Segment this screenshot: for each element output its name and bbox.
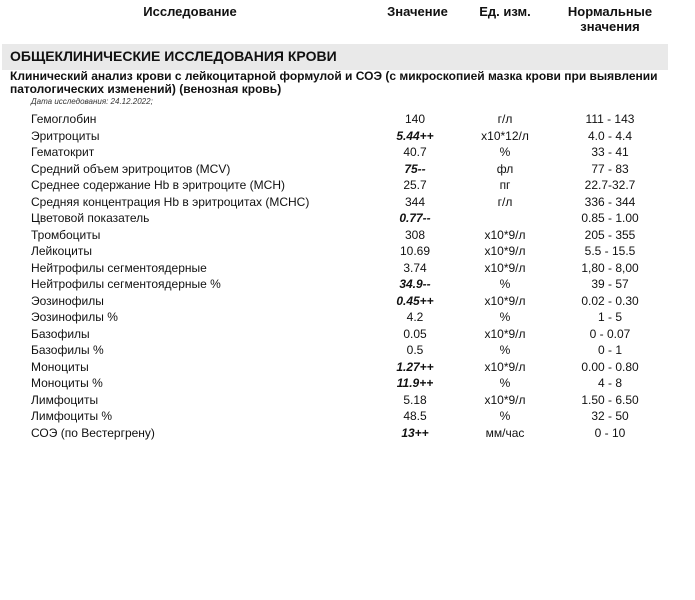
row-unit: x10*9/л bbox=[484, 260, 526, 275]
table-row bbox=[0, 177, 695, 194]
row-name: Лейкоциты bbox=[31, 244, 93, 258]
row-name: Эритроциты bbox=[31, 128, 100, 143]
row-norm: 205 - 355 bbox=[584, 227, 636, 242]
row-value: 0.45++ bbox=[396, 293, 434, 308]
row-unit: фл bbox=[496, 161, 514, 176]
row-norm: 39 - 57 bbox=[591, 277, 629, 291]
row-unit: г/л bbox=[497, 194, 513, 209]
table-row bbox=[0, 326, 695, 343]
row-norm: 336 - 344 bbox=[584, 194, 636, 209]
row-name: Цветовой показатель bbox=[31, 211, 150, 225]
table-row bbox=[0, 243, 695, 260]
table-row bbox=[0, 425, 695, 442]
row-name: Средний объем эритроцитов (MCV) bbox=[31, 161, 231, 176]
row-unit: % bbox=[499, 409, 511, 423]
section-title: ОБЩЕКЛИНИЧЕСКИЕ ИССЛЕДОВАНИЯ КРОВИ bbox=[10, 48, 337, 64]
table-row bbox=[0, 144, 695, 161]
row-norm: 22.7-32.7 bbox=[584, 178, 636, 192]
column-header-unit: Ед. изм. bbox=[479, 4, 531, 19]
row-name: Среднее содержание Hb в эритроците (MCH) bbox=[31, 178, 285, 192]
table-row bbox=[0, 375, 695, 392]
test-date: Дата исследования: 24.12.2022; bbox=[31, 97, 153, 106]
table-row bbox=[0, 128, 695, 145]
row-unit: % bbox=[499, 277, 511, 291]
row-value: 0.5 bbox=[406, 343, 424, 357]
table-row bbox=[0, 392, 695, 409]
row-name: Моноциты bbox=[31, 359, 89, 374]
row-value: 5.18 bbox=[403, 392, 427, 407]
row-value: 48.5 bbox=[403, 409, 427, 423]
row-value: 10.69 bbox=[399, 244, 431, 258]
row-norm: 1,80 - 8,00 bbox=[581, 260, 639, 275]
results-table bbox=[0, 111, 695, 441]
row-unit: % bbox=[499, 376, 511, 390]
row-norm: 0.00 - 0.80 bbox=[581, 359, 639, 374]
row-value: 11.9++ bbox=[396, 376, 434, 390]
row-unit: x10*9/л bbox=[484, 244, 526, 258]
table-row bbox=[0, 342, 695, 359]
row-unit: x10*9/л bbox=[484, 293, 526, 308]
row-name: Лимфоциты % bbox=[31, 409, 113, 423]
row-value: 4.2 bbox=[406, 310, 424, 324]
row-norm: 4.0 - 4.4 bbox=[587, 128, 633, 143]
row-value: 5.44++ bbox=[396, 128, 434, 143]
row-value: 1.27++ bbox=[396, 359, 434, 374]
table-row bbox=[0, 293, 695, 310]
row-unit: x10*9/л bbox=[484, 359, 526, 374]
row-norm: 32 - 50 bbox=[591, 409, 629, 423]
column-header-test: Исследование bbox=[143, 4, 237, 19]
row-name: Эозинофилы % bbox=[31, 310, 118, 324]
row-value: 344 bbox=[404, 194, 426, 209]
row-norm: 33 - 41 bbox=[591, 145, 629, 159]
row-norm: 4 - 8 bbox=[597, 376, 622, 390]
row-unit: % bbox=[499, 145, 511, 159]
row-name: Моноциты % bbox=[31, 376, 103, 390]
row-unit: x10*9/л bbox=[484, 326, 526, 341]
row-name: Тромбоциты bbox=[31, 227, 101, 242]
row-norm: 1.50 - 6.50 bbox=[581, 392, 639, 407]
row-norm: 0.85 - 1.00 bbox=[581, 211, 639, 225]
row-unit: % bbox=[499, 343, 511, 357]
row-value: 25.7 bbox=[403, 178, 427, 192]
row-name: Базофилы % bbox=[31, 343, 104, 357]
row-value: 140 bbox=[404, 112, 426, 126]
row-name: Средняя концентрация Hb в эритроцитах (MCHC) bbox=[31, 194, 310, 209]
row-name: Гемоглобин bbox=[31, 112, 97, 126]
row-unit: мм/час bbox=[485, 425, 525, 440]
row-value: 0.77-- bbox=[399, 211, 431, 225]
row-name: Эозинофилы bbox=[31, 293, 104, 308]
row-norm: 0.02 - 0.30 bbox=[581, 293, 639, 308]
row-unit: x10*9/л bbox=[484, 227, 526, 242]
table-row bbox=[0, 227, 695, 244]
row-value: 0.05 bbox=[403, 326, 427, 341]
row-value: 308 bbox=[404, 227, 426, 242]
row-name: Лимфоциты bbox=[31, 392, 99, 407]
row-value: 3.74 bbox=[403, 260, 427, 275]
column-header-norm-line2: значения bbox=[580, 19, 640, 34]
table-row bbox=[0, 408, 695, 425]
row-norm: 5.5 - 15.5 bbox=[584, 244, 636, 258]
row-value: 40.7 bbox=[403, 145, 427, 159]
table-row bbox=[0, 161, 695, 178]
table-row bbox=[0, 309, 695, 326]
row-name: Нейтрофилы сегментоядерные % bbox=[31, 277, 221, 291]
table-row bbox=[0, 276, 695, 293]
row-value: 34.9-- bbox=[399, 277, 431, 291]
row-name: СОЭ (по Вестергрену) bbox=[31, 425, 155, 440]
row-norm: 0 - 0.07 bbox=[589, 326, 631, 341]
row-value: 13++ bbox=[401, 425, 429, 440]
row-value: 75-- bbox=[404, 161, 426, 176]
column-header-norm bbox=[560, 4, 660, 34]
row-unit: г/л bbox=[497, 112, 513, 126]
row-name: Базофилы bbox=[31, 326, 90, 341]
table-row bbox=[0, 111, 695, 128]
row-unit: пг bbox=[499, 178, 511, 192]
row-norm: 1 - 5 bbox=[597, 310, 622, 324]
row-unit: % bbox=[499, 310, 511, 324]
table-row bbox=[0, 194, 695, 211]
column-header-value: Значение bbox=[387, 4, 448, 19]
column-header-norm-line1: Нормальные bbox=[567, 4, 653, 19]
table-row bbox=[0, 210, 695, 227]
table-row bbox=[0, 260, 695, 277]
row-norm: 0 - 1 bbox=[597, 343, 622, 357]
row-unit: x10*9/л bbox=[484, 392, 526, 407]
row-name: Гематокрит bbox=[31, 145, 95, 159]
row-name: Нейтрофилы сегментоядерные bbox=[31, 260, 207, 275]
row-unit: x10*12/л bbox=[481, 128, 529, 143]
table-row bbox=[0, 359, 695, 376]
row-norm: 77 - 83 bbox=[591, 161, 629, 176]
row-norm: 111 - 143 bbox=[585, 112, 635, 126]
section-subtitle: Клинический анализ крови с лейкоцитарной формулой и СОЭ (с микроскопией мазка крови при выявлении патологических изменений) (венозная кровь) bbox=[10, 69, 658, 96]
row-norm: 0 - 10 bbox=[594, 425, 626, 440]
